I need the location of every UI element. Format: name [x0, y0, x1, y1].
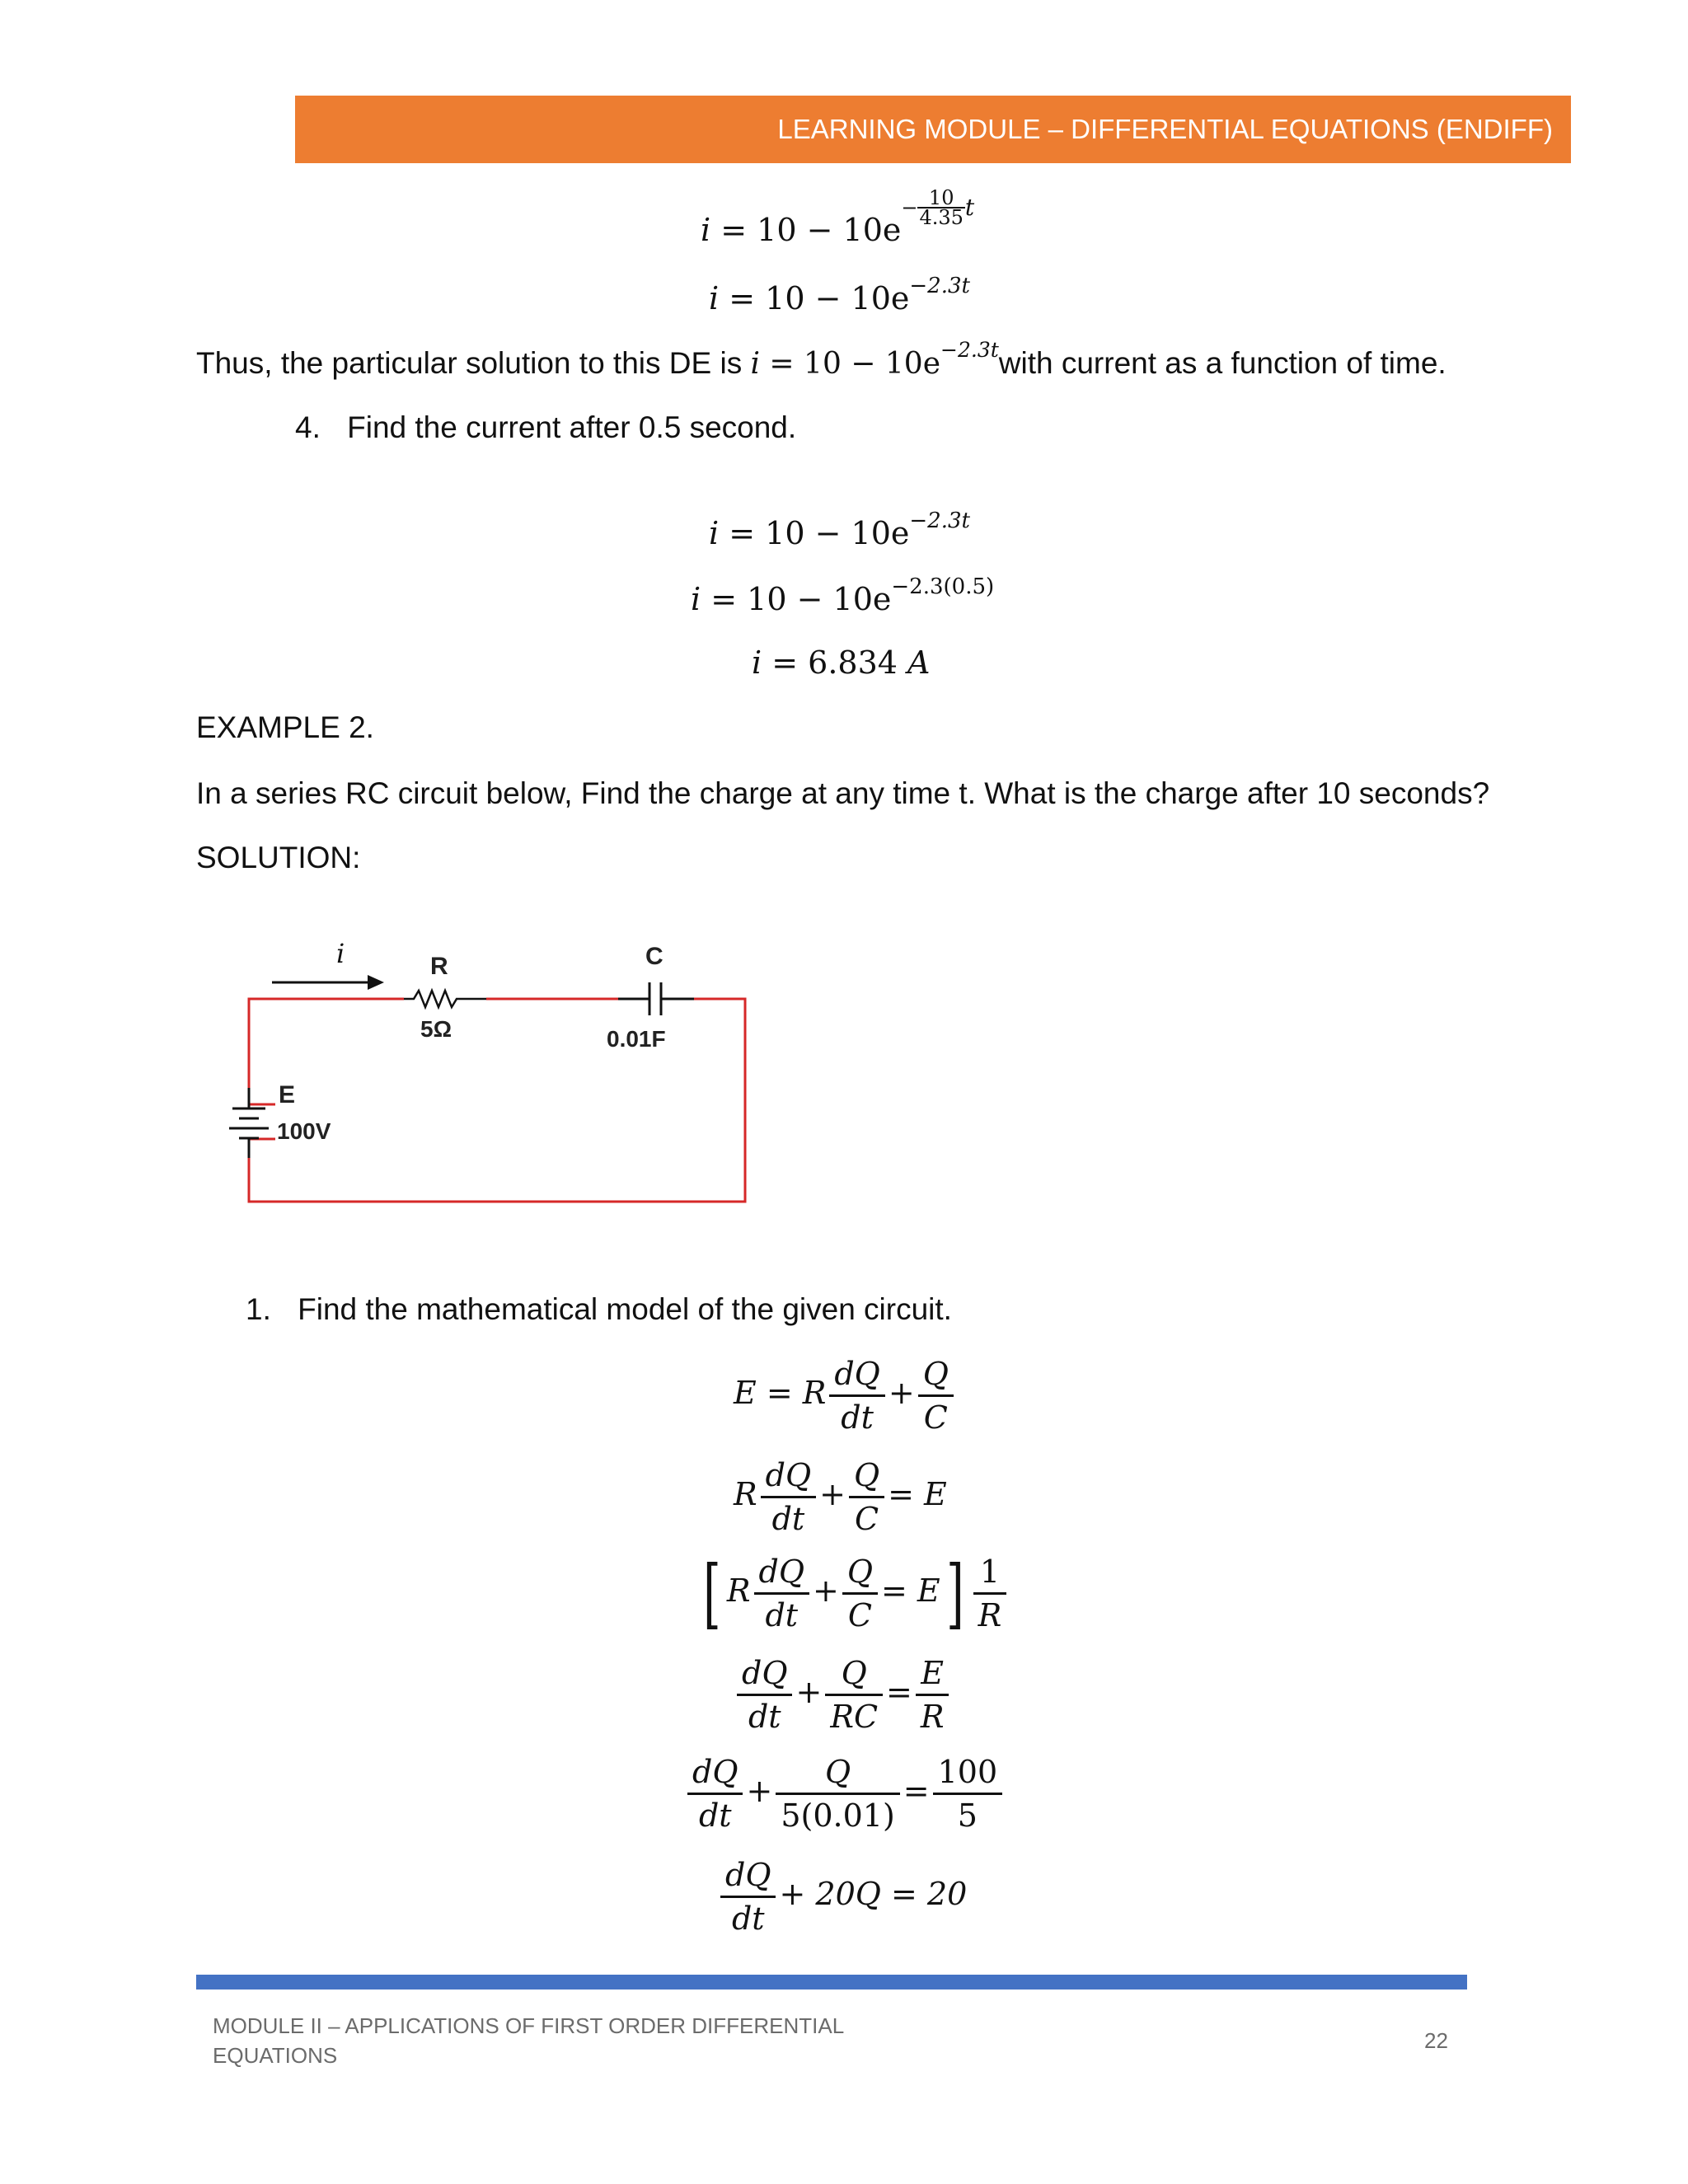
header-bar: [295, 96, 1571, 163]
step-1: 1. Find the mathematical model of the given circuit.: [246, 1292, 952, 1326]
model-eq-3: [ R $\frac{dQ}{dt}$ + $\frac{Q}{C}$ = E] $\frac{1}{R}$: [697, 1551, 1010, 1636]
rc-circuit-diagram: [206, 923, 767, 1220]
page-number: 22: [1424, 2028, 1448, 2053]
exponent-fraction: − $\frac{10}{4.35}$ t: [901, 186, 975, 229]
resistor-value: 5Ω: [420, 1016, 452, 1042]
source-value: 100V: [277, 1118, 331, 1144]
capacitor-value: 0.01F: [607, 1026, 666, 1052]
footer-module-title: MODULE II – APPLICATIONS OF FIRST ORDER DIFFERENTIAL EQUATIONS: [213, 2013, 845, 2068]
eq-top-line2: $i = 10 - 10e^{-2.3t}$: [709, 274, 970, 316]
step-4: 4. Find the current after 0.5 second.: [295, 410, 797, 444]
resistor-symbol: [404, 991, 486, 1007]
solution-label: SOLUTION:: [196, 841, 361, 874]
battery-symbol: [229, 1088, 269, 1158]
header-title: LEARNING MODULE – DIFFERENTIAL EQUATIONS (ENDIFF): [777, 114, 1553, 144]
resistor-label: R: [430, 953, 448, 980]
model-eq-2: R $\frac{dQ}{dt}$ + $\frac{Q}{C}$ = E: [734, 1455, 947, 1540]
source-label: E: [279, 1081, 296, 1108]
footer-bar: [196, 1975, 1467, 1990]
current-arrow-head: [368, 975, 384, 990]
capacitor-label: C: [645, 943, 663, 970]
model-eq-5: $\frac{dQ}{dt}$ + $\frac{Q}{5(0.01)}$ = $\frac{100}{5}$: [684, 1751, 1006, 1836]
eq-step4-line2: $i = 10 - 10e^{-2.3(0.5)}$: [691, 574, 995, 617]
example-problem: In a series RC circuit below, Find the charge at any time t. What is the charge after 10 seconds?: [196, 776, 1490, 810]
model-eq-6: $\frac{dQ}{dt}$ + 20Q = 20: [717, 1854, 967, 1939]
circuit-wires: [249, 999, 745, 1202]
eq-top-line1: i = 10 − 10e− $\frac{10}{4.35}$ t: [701, 186, 975, 248]
model-eq-1: E = R $\frac{dQ}{dt}$ + $\frac{Q}{C}$: [734, 1353, 957, 1438]
solution-paragraph: Thus, the particular solution to this DE is $i = 10 - 10e^{-2.3t}with$ current as a function of time.: [196, 338, 1447, 381]
eq-step4-line3: i = 6.834 A: [752, 644, 931, 681]
example-heading: EXAMPLE 2.: [196, 710, 374, 744]
eq-step4-line1: $i = 10 - 10e^{-2.3t}$: [709, 509, 970, 551]
current-label: i: [336, 938, 345, 969]
model-eq-4: $\frac{dQ}{dt}$ + $\frac{Q}{RC}$ = $\frac{E}{R}$: [734, 1652, 952, 1737]
capacitor-symbol: [618, 982, 694, 1015]
